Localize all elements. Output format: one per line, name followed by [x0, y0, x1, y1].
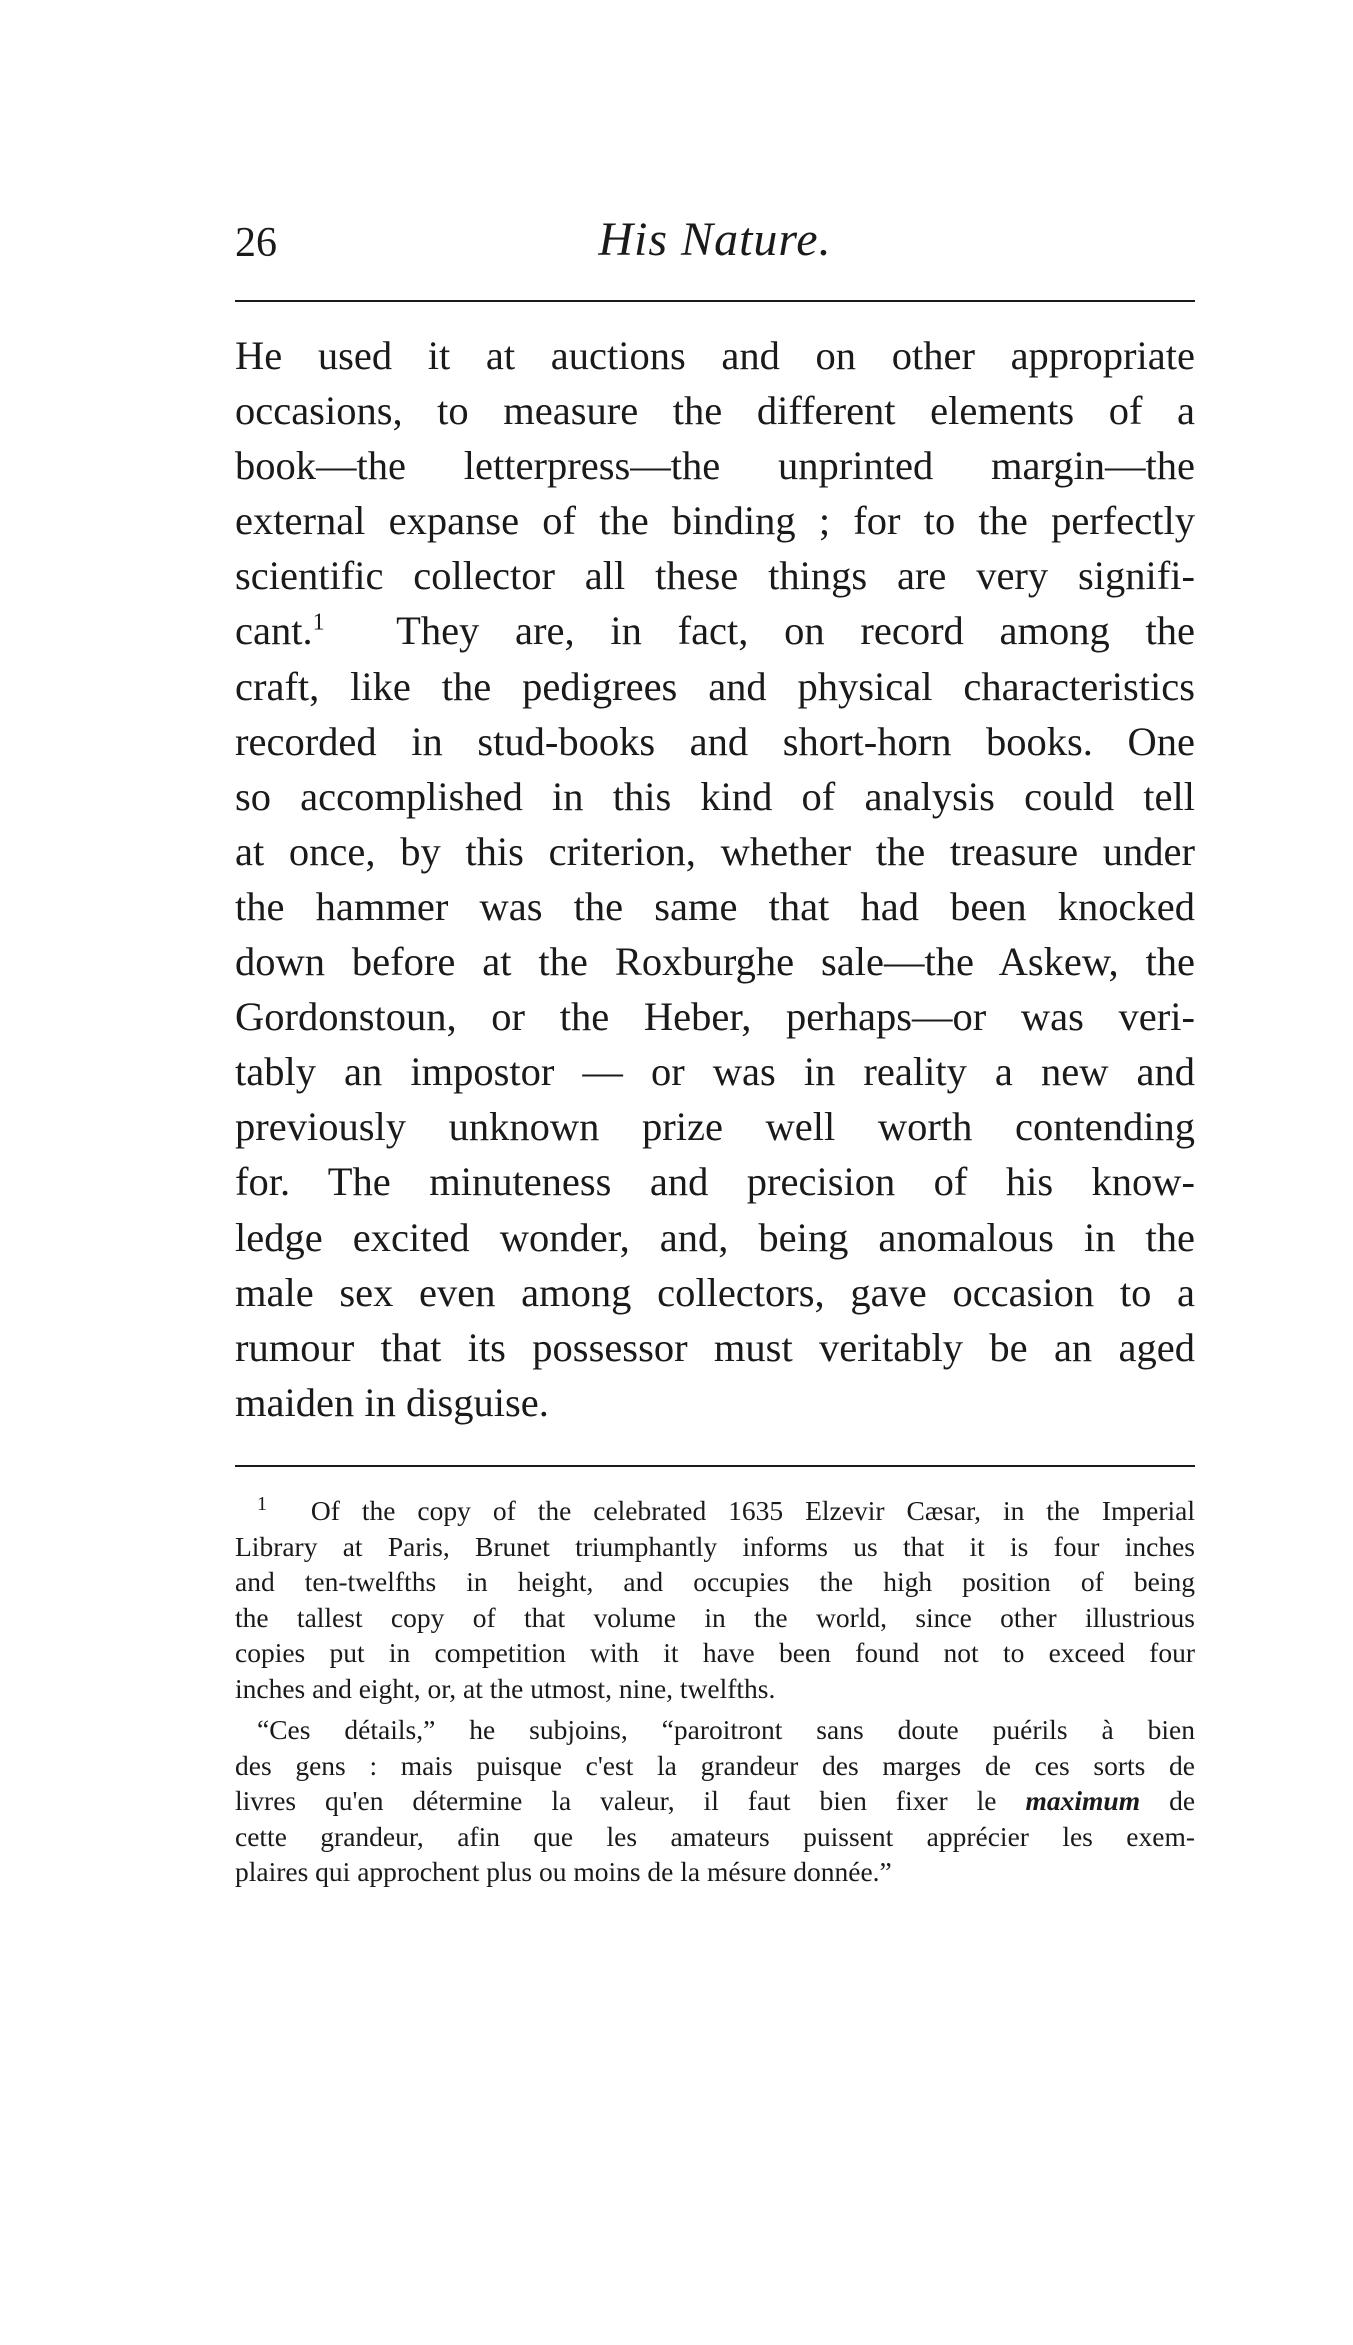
footnote-line: Library at Paris, Brunet triumphantly informs us that it is four inches: [235, 1530, 1195, 1562]
footnote-text: livres qu'en détermine la valeur, il faut bien fixer le: [235, 1785, 997, 1816]
body-line: ledge excited wonder, and, being anomalous in the: [235, 1214, 1195, 1260]
body-line: for. The minuteness and precision of his know-: [235, 1159, 1195, 1205]
footnote-line: [235, 1493, 1195, 1529]
footnote-marker: 1: [257, 1492, 267, 1515]
body-text: [235, 328, 1195, 1430]
footnote-line: inches and eight, or, at the utmost, nine, twelfths.: [235, 1672, 776, 1704]
body-line: Gordonstoun, or the Heber, perhaps—or was veri-: [235, 994, 1195, 1040]
body-line: the hammer was the same that had been knocked: [235, 883, 1195, 929]
running-title: His Nature.: [598, 213, 832, 266]
footnote-rule: [235, 1465, 1195, 1467]
footnote-reference[interactable]: 1: [312, 609, 325, 636]
footnote-line: copies put in competition with it have been found not to exceed four: [235, 1637, 1195, 1668]
body-line: occasions, to measure the different elements of a: [235, 388, 1195, 434]
body-line: He used it at auctions and on other appropriate: [235, 333, 1195, 378]
page-number: 26: [235, 220, 277, 266]
emphasis-maximum: maximum: [1025, 1785, 1141, 1816]
body-line-rest: They are, in fact, on record among the: [396, 608, 1195, 654]
footnote-line: plaires qui approchent plus ou moins de la mésure donnée.”: [235, 1856, 892, 1887]
header-rule: [235, 300, 1195, 302]
body-line: tably an impostor — or was in reality a new and: [235, 1049, 1195, 1095]
footnote-line: cette grandeur, afin que les amateurs puissent apprécier les exem-: [235, 1820, 1195, 1852]
footnote-line: the tallest copy of that volume in the world, since other illustrious: [235, 1601, 1195, 1633]
page-content: [235, 200, 1196, 1887]
footnotes: [235, 1493, 1195, 1890]
footnote-line-with-emphasis: [235, 1783, 1195, 1819]
body-line: craft, like the pedigrees and physical characteristics: [235, 663, 1195, 709]
body-line: male sex even among collectors, gave occasion to a: [235, 1269, 1195, 1315]
running-head: [235, 200, 1195, 280]
body-line: at once, by this criterion, whether the treasure under: [235, 828, 1195, 874]
body-line: recorded in stud-books and short-horn books. One: [235, 718, 1195, 764]
footnote-line: des gens : mais puisque c'est la grandeur des marges de ces sorts de: [235, 1749, 1195, 1781]
body-line: so accomplished in this kind of analysis could tell: [235, 773, 1195, 819]
body-line: book—the letterpress—the unprinted margin—the: [235, 443, 1195, 489]
body-line-start: cant.: [235, 608, 313, 654]
footnote-line: and ten-twelfths in height, and occupies the high position of being: [235, 1566, 1195, 1597]
body-line: external expanse of the binding ; for to the perfectly: [235, 498, 1195, 544]
body-line: maiden in disguise.: [235, 1379, 549, 1425]
footnote-line: “Ces détails,” he subjoins, “paroitront sans doute puérils à bien: [257, 1714, 1195, 1745]
body-line-with-footnote-ref: [235, 603, 1195, 658]
footnote-text: de: [1169, 1785, 1196, 1816]
footnote-text: Of the copy of the celebrated 1635 Elzevir Cæsar, in the Imperial: [310, 1495, 1195, 1526]
body-line: rumour that its possessor must veritably be an aged: [235, 1324, 1195, 1370]
body-line: scientific collector all these things are very signifi-: [235, 553, 1195, 599]
body-line: previously unknown prize well worth contending: [235, 1104, 1195, 1150]
body-line: down before at the Roxburghe sale—the Askew, the: [235, 939, 1195, 985]
